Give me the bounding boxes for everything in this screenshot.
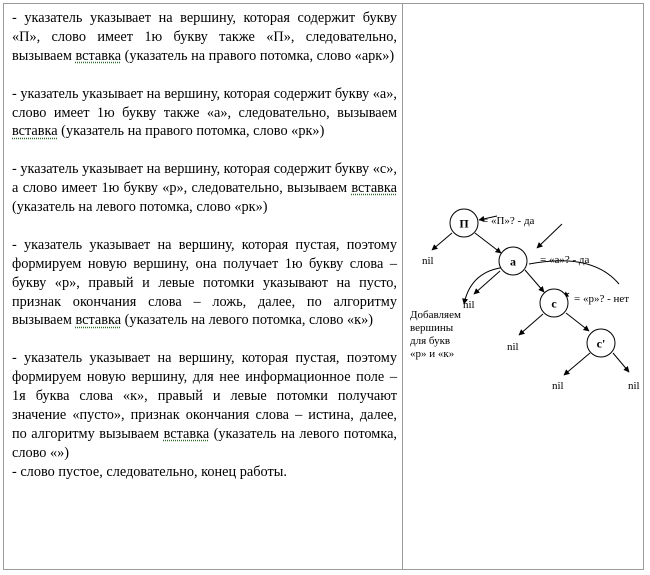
question-annotation-2: = «а»? - да bbox=[540, 254, 590, 266]
node-a bbox=[499, 247, 527, 275]
svg-text:с': с' bbox=[596, 336, 606, 351]
svg-text:П: П bbox=[459, 216, 469, 231]
edge-c2-nil-left bbox=[564, 353, 590, 375]
edge-p-a bbox=[475, 233, 501, 253]
edge-c2-nil-right bbox=[613, 353, 629, 372]
step-paragraph-5: - указатель указывает на вершину, которая пустая, поэтому формируем новую вершину, для нее информационное поле – 1я буква слова «к», правый и левые потомки получают значение «пусто», признак окончания слова – истина, далее, по алгоритму вызываем вставка (указатель на левого потомка, слово «») bbox=[12, 350, 397, 461]
insert-keyword: вставка bbox=[75, 312, 122, 329]
step-paragraph-2: - указатель указывает на вершину, которая содержит букву «а», слово имеет 1ю букву также «а», следовательно, вызываем вставка (указатель на правого потомка, слово «рк») bbox=[12, 85, 397, 140]
steps-text-column bbox=[12, 9, 397, 482]
edge-a-nil bbox=[474, 271, 500, 294]
add-vertices-note: Добавляем вершины для букв «р» и «к» bbox=[410, 309, 461, 360]
column-divider bbox=[402, 4, 403, 569]
edge-c-c2 bbox=[566, 313, 589, 331]
trie-diagram bbox=[409, 204, 649, 404]
step-paragraph-1: - указатель указывает на вершину, которая содержит букву «П», слово имеет 1ю букву также «П», следовательно, вызываем вставка (указатель на правого потомка, слово «арк») bbox=[12, 10, 397, 64]
edge-p-nil bbox=[432, 233, 452, 250]
insert-keyword: вставка bbox=[351, 180, 397, 197]
nil-label: nil bbox=[463, 299, 475, 311]
insert-keyword: вставка bbox=[12, 123, 58, 140]
svg-text:а: а bbox=[510, 254, 516, 269]
node-c-prime bbox=[587, 329, 615, 357]
insert-keyword: вставка bbox=[75, 47, 122, 64]
question-annotation-3: = «р»? - нет bbox=[574, 293, 630, 305]
nil-label: nil bbox=[628, 380, 640, 392]
insert-keyword: вставка bbox=[163, 425, 210, 442]
node-c bbox=[540, 289, 568, 317]
content-table bbox=[3, 3, 644, 570]
pointer-arrow-q2 bbox=[537, 224, 562, 248]
nil-label: nil bbox=[507, 341, 519, 353]
question-annotation-1: = «П»? - да bbox=[482, 215, 535, 227]
nil-label: nil bbox=[552, 380, 564, 392]
svg-text:с: с bbox=[551, 296, 557, 311]
edge-a-c bbox=[525, 270, 544, 292]
edge-c-nil bbox=[519, 314, 543, 335]
final-line: - слово пустое, следовательно, конец работы. bbox=[12, 463, 287, 480]
node-p bbox=[450, 209, 478, 237]
nil-label: nil bbox=[422, 255, 434, 267]
step-paragraph-3: - указатель указывает на вершину, которая содержит букву «с», а слово имеет 1ю букву «р», следовательно, вызываем вставка (указатель на левого потомка, слово «рк») bbox=[12, 161, 397, 216]
step-paragraph-4: - указатель указывает на вершину, которая пустая, поэтому формируем новую вершину, она получает 1ю букву слова – букву «р», правый и левые потомки указывают на пусто, признак окончания слова – ложь, далее, по алгоритму вызываем вставка (указатель на левого потомка, слово «к») bbox=[12, 236, 397, 329]
